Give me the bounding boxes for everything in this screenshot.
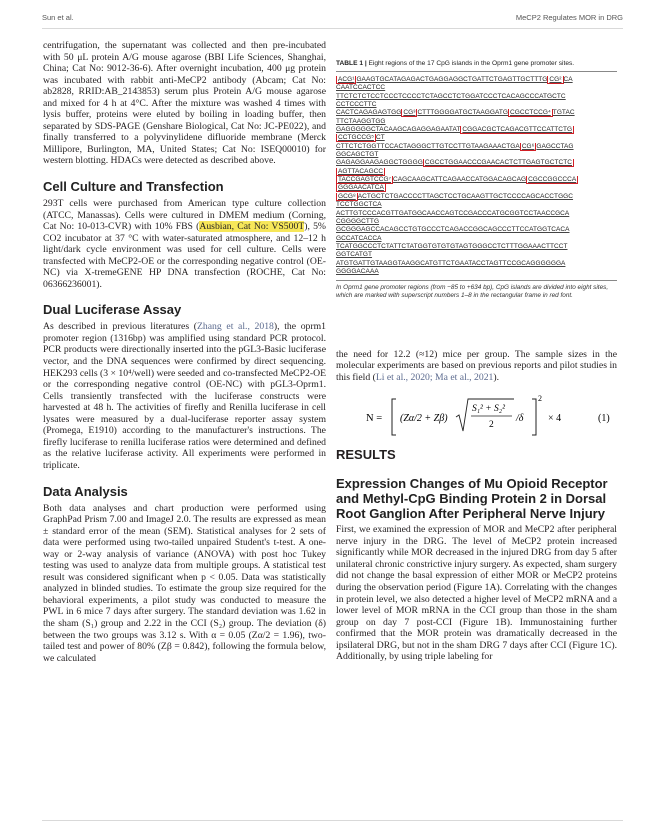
luciferase-paragraph: [43, 321, 326, 471]
sequence-segment: ACTTGTCCCACGTTGATGGCAACCAGTCCGACCCATGCGGTCCTAACCGCA: [336, 209, 570, 217]
sequence-line: [336, 118, 617, 126]
eq-z-term: (Zα/2 + Zβ): [400, 413, 448, 425]
table-caption-text: Eight regions of the 17 CpG islands in the Oprm1 gene promoter sites.: [368, 60, 575, 67]
highlighted-text: Ausbian, Cat No: VS500T: [199, 221, 305, 233]
cpg-site-box: CG²: [549, 76, 562, 83]
sequence-line: [336, 184, 617, 192]
sequence-line: [336, 101, 617, 109]
section-heading-data-analysis: Data Analysis: [43, 483, 128, 499]
sequence-segment: CA: [563, 76, 573, 83]
table-top-rule: [336, 71, 617, 72]
cell-culture-text-b: ), 5% CO2 incubator at 37 °C with water-saturated atmosphere, and 12–12 h light/dark cycle environment was used for cell culture. Cells were transfected with MeCP2-OE or the corresponding negative control (OE-NC) via X-tremeGENE HP DNA transfection (ROCHE, Cat No: 06366236001).: [43, 221, 326, 290]
table-footnote: In Oprm1 gene promoter regions (from −85 to +634 bp), CpG islands are divided into eight sites, which are marked with superscript numbers 1–8 in the rectangular frame in red font.: [336, 284, 609, 300]
cpg-site-box: ACG¹: [338, 76, 355, 83]
sequence-segment: CCTCCCTTC: [336, 101, 377, 109]
cpg-site-box: CG³: [403, 109, 416, 117]
section-heading-luciferase: Dual Luciferase Assay: [43, 302, 182, 318]
sequence-segment: GAGCCTAG: [536, 142, 574, 150]
cell-culture-text-a: 293T cells were purchased from American type culture collection (ATCC, Manassas). Cells were cultured in DMEM medium (Corning, Cat No: 10-013-CVR) with 10% FBS (: [43, 198, 326, 233]
sample-size-paragraph: [336, 349, 617, 384]
sequence-line: [336, 93, 617, 101]
cpg-sequence-block: [336, 76, 617, 276]
sequence-segment: CT: [375, 134, 385, 142]
sequence-line: [336, 134, 617, 142]
running-header: [42, 11, 623, 25]
sequence-line: [336, 218, 617, 226]
sequence-segment: CTTTGGGGATGCTAAGGATG: [417, 109, 508, 117]
cpg-site-box: CCTGCCG⁵: [338, 134, 374, 142]
sequence-segment: ACTGCTCTGACCCCTTAGCTCCTGCAAGTTGCTCCCCAGCACCTGGC: [357, 192, 574, 200]
left-column: [43, 40, 326, 664]
sequence-segment: GCCATCACCA: [336, 234, 382, 242]
sequence-segment: TTCTCTCTCCTCCCTCCCCTCTAGCCTCTGGATCCCTCACAGCCCATGCTC: [336, 92, 566, 100]
sequence-line: [336, 193, 617, 201]
eq-exponent: 2: [538, 394, 542, 404]
sequence-segment: CAGCAAGCATTCAGAACCATGGACAGCAG: [393, 176, 527, 184]
table-caption: [336, 59, 617, 68]
citation-link-2[interactable]: Li et al., 2020; Ma et al., 2021: [375, 371, 494, 383]
sequence-segment: CAATCCACTCC: [336, 84, 386, 92]
eq-number: (1): [598, 413, 610, 425]
section-heading-cell-culture: Cell Culture and Transfection: [43, 179, 224, 195]
sequence-line: [336, 84, 617, 92]
sample-size-text-a: the need for 12.2 (≈12) mice per group. The sample sizes in the molecular experiments are based on previous reports and pilot studies in this field (: [336, 348, 617, 383]
equation-svg: [336, 391, 617, 441]
table-caption-label: TABLE 1 |: [336, 60, 367, 67]
sequence-segment: TCCTGGCTCA: [336, 201, 382, 209]
sequence-segment: GGTCATGT: [336, 251, 373, 259]
footer-rule: [42, 820, 623, 821]
eq-numerator: S₁² + S₂²: [472, 404, 505, 415]
equation-1: [336, 391, 617, 441]
sequence-line: [336, 109, 617, 117]
eq-bracket-left: [392, 399, 396, 435]
sequence-line: [336, 126, 617, 134]
sequence-line: [336, 235, 617, 243]
eq-bracket-right: [532, 399, 536, 435]
table-bottom-rule: [336, 280, 617, 281]
cpg-site-box: CGGACGCTCAGACGTTCCATTCTG: [462, 126, 573, 134]
cpg-site-box: TACCGAGTCCG⁷: [338, 176, 392, 184]
sequence-segment: TCATGGCCCTCTATTCTATGGTGTGTGTAGTGGGCCTCTTTGGAAACTTCCT: [336, 242, 568, 250]
sequence-line: [336, 260, 617, 268]
results-paragraph: First, we examined the expression of MOR and MeCP2 after peripheral nerve injury in the DRG. The level of MeCP2 protein increased significantly while MOR decreased in the injured DRG from day 5 after unilateral chronic constrictive injury surgery. As expected, sham surgery did not change the basal expression of either MOR or MeCP2 proteins during the observation period (Figure 1A). Correlating with the changes in protein level, we also detected a higher level of MeCP2 mRNA and a lower level of MOR mRNA in the CCI group than those in the sham group on day 7 post-CCI (Figure 1B). Immunostaining further confirmed that the MOR protein was dramatically decreased in the ipsilateral DRG, but not in the sham DRG 7 days after CCI (Figure 1C). Additionally, by using triple labeling for: [336, 524, 617, 663]
sequence-line: [336, 176, 617, 184]
sequence-segment: TTCTAAGGTGG: [336, 117, 386, 125]
sequence-segment: GGGGACAAA: [336, 267, 379, 275]
citation-link[interactable]: Zhang et al., 2018: [197, 321, 274, 333]
sequence-line: [336, 243, 617, 251]
sequence-segment: GAGGGGGCTACAAGCAGAGGAGAATAT: [336, 126, 461, 134]
sequence-line: [336, 168, 617, 176]
sequence-segment: GGCAGCTGT: [336, 151, 379, 159]
ip-methods-paragraph: centrifugation, the supernatant was collected and then pre-incubated with 50 μL protein A/G mouse agarose (BBI Life Sciences, Shanghai, China; Cat No: 9012-36-6). After overnight incubation, 400 μg protein was incubated with rabbit anti-MeCP2 antibody (Abcam; Cat No: ab2828, RRID:AB_2143853) serum plus Protein A/G mouse agarose and mixed for 4 h at 4°C. After the mixture was washed 4 times with lysis buffer, proteins were eluted by boiling in loading buffer, then separated by SDS-PAGE (Genshare Biological, Cat No: JC-PE022), and finally transferred to a polyvinylidene difluoride membrane (Merck Millipore, Burlington, MA, United States; Cat No: ISEQ00010) for western blotting. HDACs were detected as described above.: [43, 40, 326, 167]
sequence-line: [336, 226, 617, 234]
header-rule: [42, 28, 623, 29]
results-heading: RESULTS: [336, 447, 396, 463]
right-column: [336, 40, 617, 663]
sequence-segment: GCGGGAGCCACAGCCTGTGCCCTCAGACCGGCAGCCCTTCCATGGTCACA: [336, 226, 570, 234]
sequence-line: [336, 268, 617, 276]
cpg-site-box: GCG⁸: [338, 192, 356, 200]
eq-times-four: × 4: [548, 413, 562, 425]
cpg-site-box: CGCCTGGAACCCGAACACTCTTGAGTGCTCTC: [424, 159, 572, 167]
sequence-segment: CGGGGCTTG: [336, 217, 380, 225]
luciferase-text-b: ), the oprm1 promoter region (1316bp) was amplified using standard PCR protocol. PCR products were directionally inserted into the pGL3-Basic luciferase vector, and the DNA sequences were confirmed by direct sequencing. HEK293 cells (3 × 10⁴/well) were seeded and co-transfected MeCP2-OE or the corresponding negative control (OE-NC) with pGL3-Oprm1. Cells transiently transfected with the luciferase constructs were harvested at 48 h. The activities of firefly and Renilla luciferase in cell lysates were measured by a dual-luciferase reporter assay system (Promega, E1910) according to the manufacturer's instructions. The firefly luciferase to renilla luciferase ratios were determined and defined as the relative luciferase activity. All experiments were performed in triplicate.: [43, 321, 326, 471]
sequence-segment: CACTCAGAGAGTGG: [336, 109, 402, 117]
cell-culture-paragraph: [43, 198, 326, 290]
sample-size-text-b: ).: [493, 371, 500, 383]
cpg-site-box: CG⁶: [521, 142, 535, 150]
eq-delta: /δ: [516, 413, 524, 425]
sequence-segment: CTTCTCTGGTTCCACTAGGGCTTGTCCTTGTAAGAAACTGA: [336, 142, 520, 150]
sequence-line: [336, 210, 617, 218]
luciferase-text-a: As described in previous literatures (: [43, 321, 197, 333]
sequence-segment: ATGTGATTGTAAGGTAAGGCATGTTCTGAATACCTAGTTCCGCAGGGGGGA: [336, 259, 566, 267]
eq-lhs: N =: [366, 413, 383, 425]
header-authors: Sun et al.: [42, 13, 74, 22]
sequence-line: [336, 251, 617, 259]
sequence-line: [336, 159, 617, 167]
subsection-heading-expression: Expression Changes of Mu Opioid Receptor and Methyl-CpG Binding Protein 2 in Dorsal Root Ganglion After Peripheral Nerve Injury: [336, 476, 608, 522]
sequence-line: [336, 151, 617, 159]
sequence-segment: GAGAGGAAGAGGCTGGGG: [336, 159, 423, 167]
eq-denominator: 2: [489, 420, 494, 431]
sequence-line: [336, 76, 617, 84]
data-analysis-paragraph: Both data analyses and chart production were performed using GraphPad Prism 7.00 and ImageJ 2.0. The results are expressed as mean ± standard error of the mean (SEM). Statistical analyses for 2 sets of data were performed using two-tailed unpaired Student's t-test. A one-way or 2-way analysis of variance (ANOVA) with post hoc Tukey testing was used to analyze data from multiple groups. A statistical test result was considered significant when p < 0.05. Data was statistically analyzed in blinded studies. To estimate the group size required for the behavioral experiments, a pilot study was conducted to measure the PWL in 6 mice 7 days after surgery. The standard deviation was 1.62 in the sham (S₁) group and 2.22 in the CCI (S₂) group. The deviation (δ) between the two groups was 3.12 s. With α = 0.05 (Zα/2 = 1.96), two-tailed test and power of 80% (Zβ = 0.842), following the formula below, we calculated: [43, 502, 326, 664]
cpg-site-box: GGGAACATCA: [338, 184, 384, 192]
sequence-line: [336, 201, 617, 209]
cpg-site-box: AGTTACAGCC: [338, 167, 384, 175]
sequence-segment: GAAGTGCATAGAGACTGAGGAGGCTGATTCTGAGTTGCTTTG: [356, 76, 548, 83]
sequence-segment: TGTAC: [552, 109, 575, 117]
cpg-site-box: CGCCGGCCCA: [528, 176, 577, 184]
sequence-line: [336, 143, 617, 151]
header-title: MeCP2 Regulates MOR in DRG: [515, 13, 623, 22]
cpg-site-box: CGCCTCCG⁴: [510, 109, 551, 117]
